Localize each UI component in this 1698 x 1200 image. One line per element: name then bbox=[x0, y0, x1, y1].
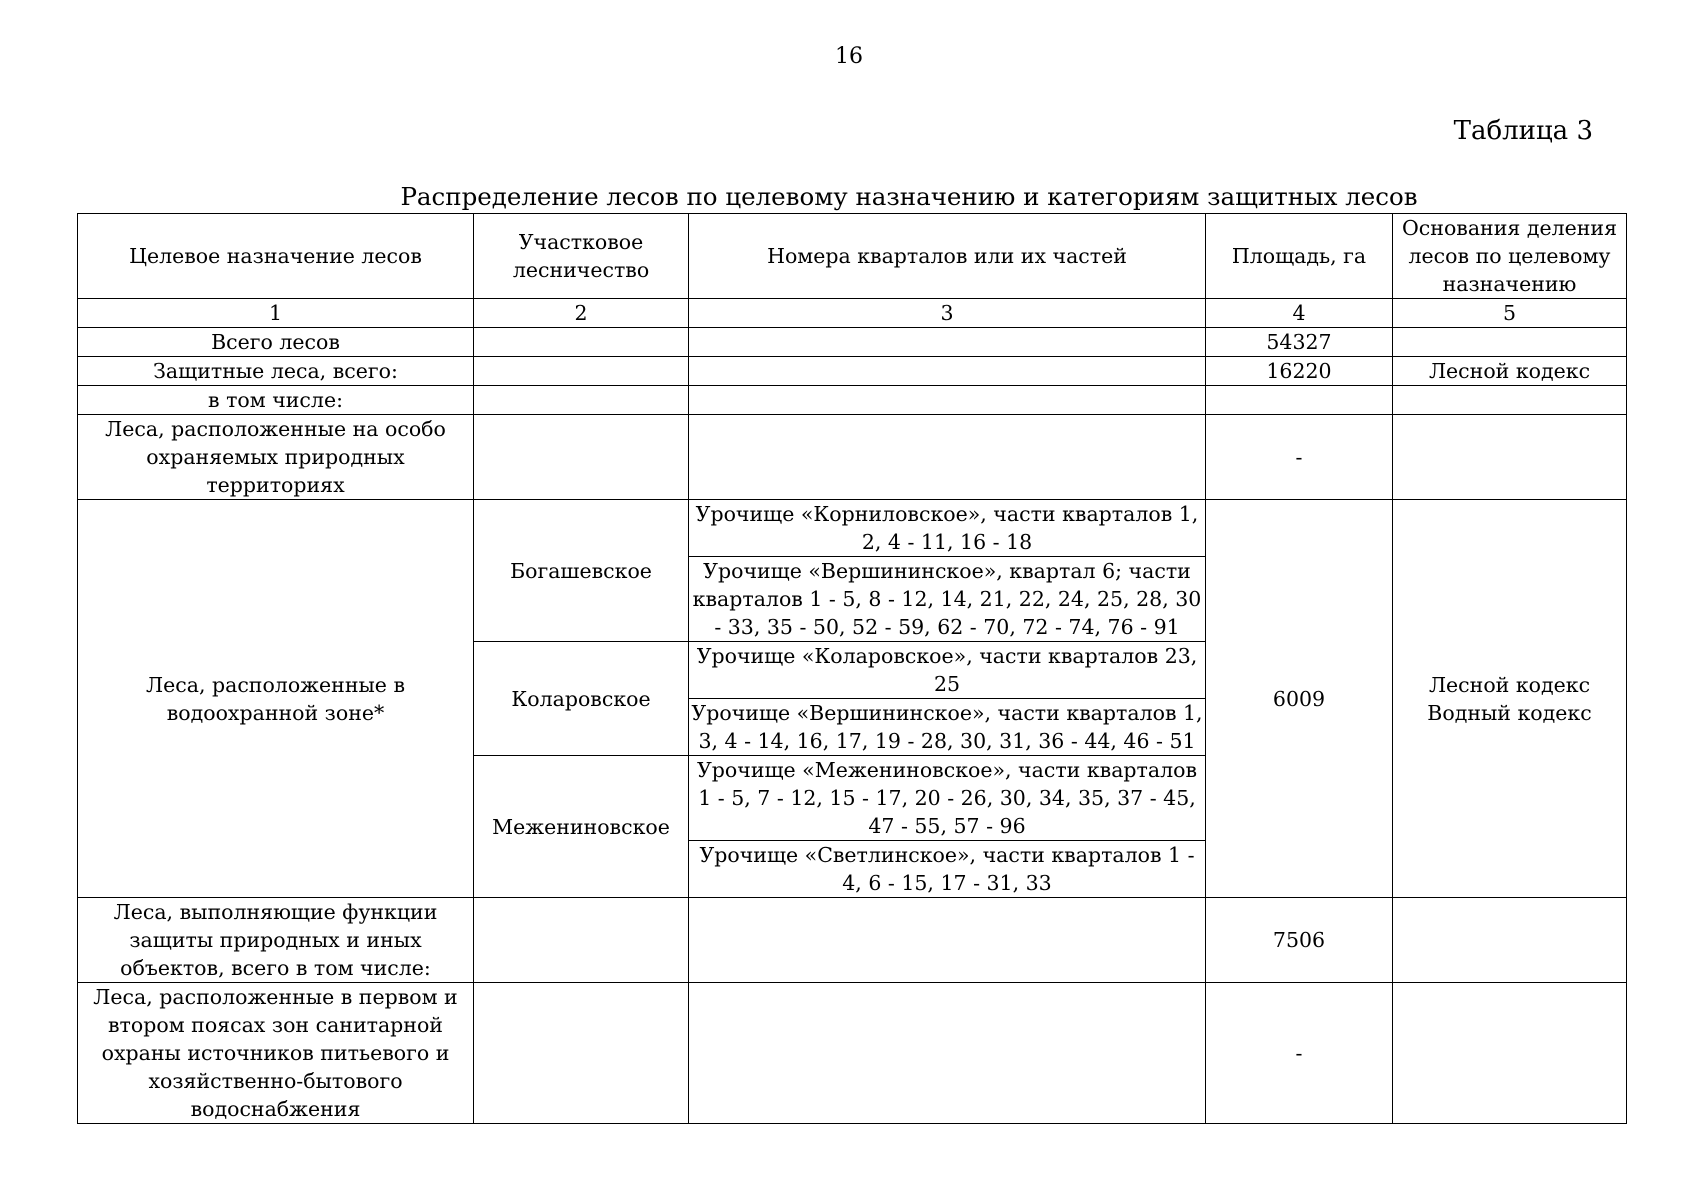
purpose-cell: Защитные леса, всего: bbox=[78, 357, 474, 386]
forestry-kolarovskoe: Коларовское bbox=[474, 642, 689, 756]
purpose-cell: Леса, расположенные на особо охраняемых природных территориях bbox=[78, 415, 474, 500]
quarters-cell bbox=[689, 328, 1206, 357]
quarters-cell: Урочище «Межениновское», части кварталов 1 - 5, 7 - 12, 15 - 17, 20 - 26, 30, 34, 35, 37 - 45, 47 - 55, 57 - 96 bbox=[689, 756, 1206, 841]
quarters-cell: Урочище «Корниловское», части кварталов 1, 2, 4 - 11, 16 - 18 bbox=[689, 500, 1206, 557]
quarters-cell: Урочище «Коларовское», части кварталов 23, 25 bbox=[689, 642, 1206, 699]
purpose-cell: Леса, расположенные в первом и втором поясах зон санитарной охраны источников питьевого и хозяйственно-бытового водоснабжения bbox=[78, 983, 474, 1124]
purpose-cell: Леса, расположенные в водоохранной зоне* bbox=[78, 500, 474, 898]
purpose-cell: Леса, выполняющие функции защиты природных и иных объектов, всего в том числе: bbox=[78, 898, 474, 983]
quarters-cell: Урочище «Светлинское», части кварталов 1 - 4, 6 - 15, 17 - 31, 33 bbox=[689, 841, 1206, 898]
table-row-including bbox=[78, 386, 1627, 415]
area-cell: 16220 bbox=[1206, 357, 1393, 386]
table-title: Распределение лесов по целевому назначению и категориям защитных лесов bbox=[400, 182, 1418, 211]
forest-distribution-table bbox=[77, 213, 1627, 1124]
table-row-sanitary bbox=[78, 983, 1627, 1124]
column-number: 2 bbox=[474, 299, 689, 328]
quarters-cell bbox=[689, 386, 1206, 415]
area-cell: 6009 bbox=[1206, 500, 1393, 898]
basis-cell bbox=[1393, 500, 1627, 898]
page-number: 16 bbox=[835, 44, 863, 69]
table-row-water-zone bbox=[78, 500, 1627, 557]
basis-cell bbox=[1393, 983, 1627, 1124]
column-number: 5 bbox=[1393, 299, 1627, 328]
header-area: Площадь, га bbox=[1206, 214, 1393, 299]
area-cell bbox=[1206, 386, 1393, 415]
forestry-mezheninovskoe: Межениновское bbox=[474, 756, 689, 898]
header-quarters: Номера кварталов или их частей bbox=[689, 214, 1206, 299]
quarters-cell bbox=[689, 983, 1206, 1124]
column-number: 1 bbox=[78, 299, 474, 328]
basis-line: Водный кодекс bbox=[1427, 700, 1592, 725]
basis-cell bbox=[1393, 415, 1627, 500]
table-header-row bbox=[78, 214, 1627, 299]
table-row-total bbox=[78, 328, 1627, 357]
column-number: 3 bbox=[689, 299, 1206, 328]
forestry-cell bbox=[474, 357, 689, 386]
header-forestry: Участковое лесничество bbox=[474, 214, 689, 299]
column-number: 4 bbox=[1206, 299, 1393, 328]
quarters-cell bbox=[689, 357, 1206, 386]
forestry-cell bbox=[474, 328, 689, 357]
forestry-cell bbox=[474, 898, 689, 983]
area-cell: 7506 bbox=[1206, 898, 1393, 983]
forestry-cell bbox=[474, 983, 689, 1124]
table-label: Таблица 3 bbox=[1453, 116, 1593, 146]
table-row-protective bbox=[78, 357, 1627, 386]
quarters-cell: Урочище «Вершининское», квартал 6; части кварталов 1 - 5, 8 - 12, 14, 21, 22, 24, 25, 28, 30 - 33, 35 - 50, 52 - 59, 62 - 70, 72 - 74, 76 - 91 bbox=[689, 557, 1206, 642]
basis-line: Лесной кодекс bbox=[1428, 672, 1591, 697]
basis-cell bbox=[1393, 328, 1627, 357]
quarters-cell: Урочище «Вершининское», части кварталов 1, 3, 4 - 14, 16, 17, 19 - 28, 30, 31, 36 - 44, 46 - 51 bbox=[689, 699, 1206, 756]
header-purpose: Целевое назначение лесов bbox=[78, 214, 474, 299]
quarters-cell bbox=[689, 415, 1206, 500]
area-cell: 54327 bbox=[1206, 328, 1393, 357]
basis-cell bbox=[1393, 386, 1627, 415]
column-number-row bbox=[78, 299, 1627, 328]
forestry-bogashevskoe: Богашевское bbox=[474, 500, 689, 642]
quarters-cell bbox=[689, 898, 1206, 983]
forestry-cell bbox=[474, 386, 689, 415]
basis-cell: Лесной кодекс bbox=[1393, 357, 1627, 386]
area-cell: - bbox=[1206, 415, 1393, 500]
table-row-oopt bbox=[78, 415, 1627, 500]
header-basis: Основания деления лесов по целевому назначению bbox=[1393, 214, 1627, 299]
purpose-cell: в том числе: bbox=[78, 386, 474, 415]
area-cell: - bbox=[1206, 983, 1393, 1124]
basis-cell bbox=[1393, 898, 1627, 983]
table-row-functions bbox=[78, 898, 1627, 983]
purpose-cell: Всего лесов bbox=[78, 328, 474, 357]
forestry-cell bbox=[474, 415, 689, 500]
